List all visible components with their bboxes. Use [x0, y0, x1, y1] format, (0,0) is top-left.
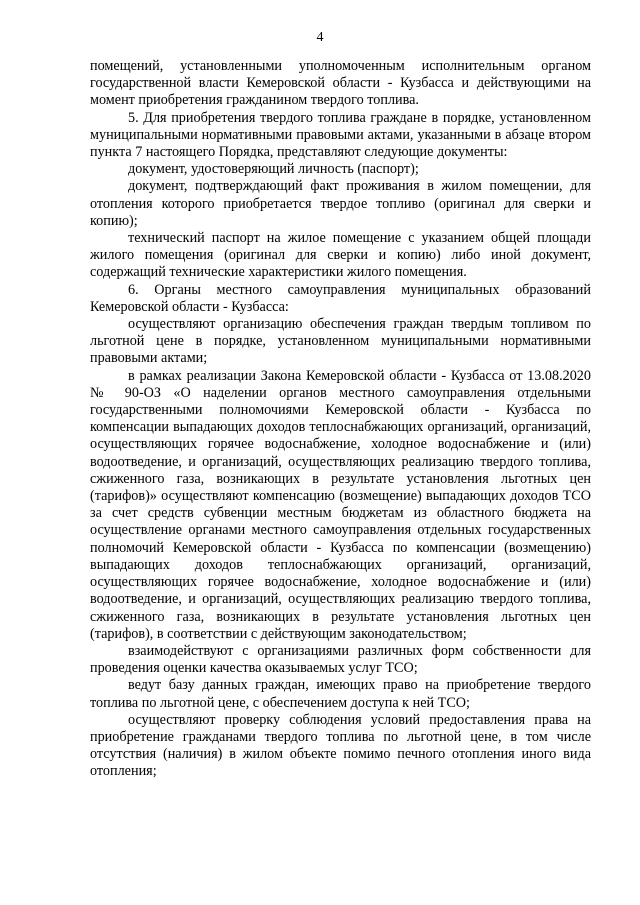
paragraph: помещений, установленными уполномоченным исполнительным органом государственной власти Кемеровской области - Кузбасса и действующими на момент приобретения гражданином твердого топлива. — [90, 58, 591, 109]
paragraph: осуществляют организацию обеспечения граждан твердым топливом по льготной цене в порядке, установленном муниципальными нормативными правовыми актами; — [90, 316, 591, 367]
paragraph: документ, подтверждающий факт проживания в жилом помещении, для отопления которого приобретается твердое топливо (оригинал для сверки и копию); — [90, 178, 591, 229]
paragraph: взаимодействуют с организациями различных форм собственности для проведения оценки качества оказываемых услуг ТСО; — [90, 642, 591, 677]
document-body — [90, 58, 591, 781]
paragraph: ведут базу данных граждан, имеющих право на приобретение твердого топлива по льготной цене, с обеспечением доступа к ней ТСО; — [90, 677, 591, 711]
paragraph: 6. Органы местного самоуправления муниципальных образований Кемеровской области - Кузбасса: — [90, 281, 591, 315]
page-number: 4 — [316, 30, 324, 45]
paragraph: осуществляют проверку соблюдения условий предоставления права на приобретение гражданами твердого топлива по льготной цене, в том числе отсутствия (наличия) в жилом объекте помимо печного отопления иного вида отопления; — [90, 711, 591, 780]
paragraph: 5. Для приобретения твердого топлива граждане в порядке, установленном муниципальными нормативными правовыми актами, указанными в абзаце втором пункта 7 настоящего Порядка, представляют следующие документы: — [90, 109, 591, 161]
paragraph: документ, удостоверяющий личность (паспорт); — [128, 161, 419, 178]
paragraph: технический паспорт на жилое помещение с указанием общей площади жилого помещения (оригинал для сверки и копию) либо иной документ, содержащий технические характеристики жилого помещения. — [90, 230, 591, 281]
paragraph: в рамках реализации Закона Кемеровской области - Кузбасса от 13.08.2020 № 90-ОЗ «О наделении органов местного самоуправления отдельными государственными полномочиями Кемеровской области - Кузбасса по компенсации выпадающих доходов теплоснабжающих организаций, организаций, осуществляющих горячее водоснабжение, холодное водоснабжение и (или) водоотведение, и организаций, осуществляющих реализацию твердого топлива, сжиженного газа, возникающих в результате установления льготных цен (тарифов)» осуществляют компенсацию (возмещение) выпадающих доходов ТСО за счет средств субвенции местным бюджетам из областного бюджета на осуществление органами местного самоуправления отдельных государственных полномочий Кемеровской области - Кузбасса по компенсации (возмещению) выпадающих доходов теплоснабжающих организаций, организаций, осуществляющих горячее водоснабжение, холодное водоснабжение и (или) водоотведение, и организаций, осуществляющих реализацию твердого топлива, сжиженного газа, возникающих в результате установления льготных цен (тарифов), в соответствии с действующим законодательством; — [90, 367, 591, 642]
